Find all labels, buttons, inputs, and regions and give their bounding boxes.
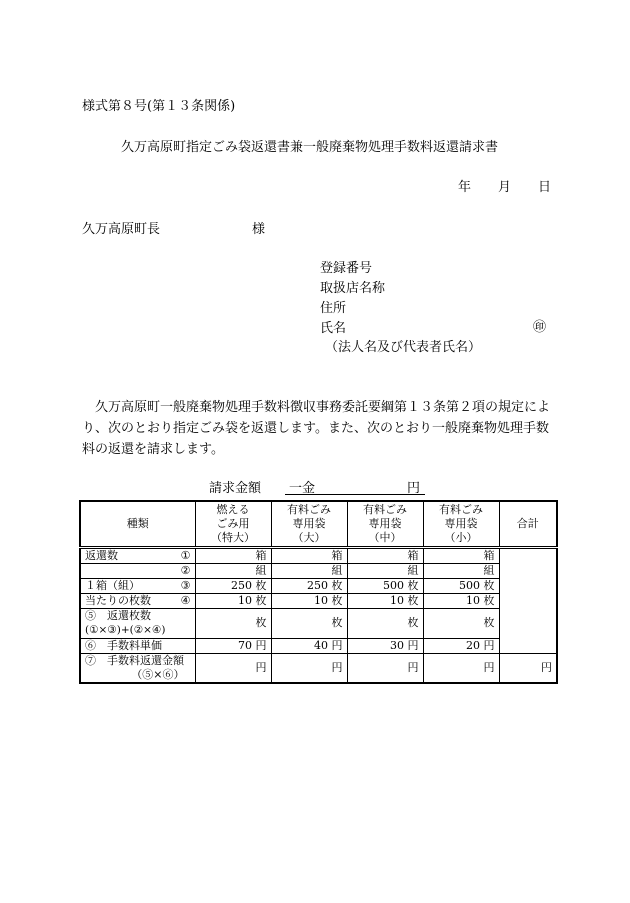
table-row-refund — [80, 653, 557, 683]
header-text: （特大） — [211, 530, 255, 544]
header-text: （小） — [444, 530, 478, 544]
table-row-per-set — [80, 593, 557, 608]
cell-per-box-1: 250 枚 — [195, 578, 271, 593]
label-refund — [80, 653, 195, 683]
header-total: 合計 — [499, 501, 557, 547]
label-text: ⑦ 手数料返還金額 — [85, 653, 184, 667]
cell-fee-1: 70 円 — [195, 638, 271, 653]
header-kind: 種類 — [80, 501, 195, 547]
label-text: (①×③)+(②×④) — [85, 624, 166, 636]
cell-refund-3[interactable]: 円 — [347, 653, 423, 683]
cell-set-3[interactable]: 組 — [347, 563, 423, 578]
cell-refund-total[interactable]: 円 — [499, 653, 557, 683]
cell-box-2[interactable]: 箱 — [271, 547, 347, 563]
label-per-box — [80, 578, 195, 593]
header-paid-bag-large — [271, 501, 347, 547]
header-text: 有料ごみ — [287, 502, 331, 516]
header-text: （大） — [292, 530, 326, 544]
cell-per-box-3: 500 枚 — [347, 578, 423, 593]
date-month-label: 月 — [498, 180, 512, 195]
cell-per-set-1: 10 枚 — [195, 593, 271, 608]
cell-fee-3: 30 円 — [347, 638, 423, 653]
amount-underline[interactable] — [285, 494, 425, 495]
cell-refund-4[interactable]: 円 — [423, 653, 499, 683]
amount-label: 請求金額 — [209, 481, 262, 496]
table-row-per-box — [80, 578, 557, 593]
header-text: 専用袋 — [292, 516, 326, 530]
seal-mark: ㊞ — [533, 320, 547, 335]
header-text: ごみ用 — [216, 516, 250, 530]
amount-unit: 円 — [407, 481, 421, 496]
label-number: ③ — [180, 578, 191, 592]
label-text: ⑤ 返還枚数 — [85, 609, 151, 622]
header-paid-bag-small — [423, 501, 499, 547]
corporate-name-note: （法人名及び代表者氏名） — [325, 340, 482, 355]
cell-per-set-2: 10 枚 — [271, 593, 347, 608]
label-text: （⑤×⑥） — [131, 667, 185, 681]
request-body-text: 久万高原町一般廃棄物処理手数料徴収事務委託要綱第１３条第２項の規定により、次のとおり指定ごみ袋を返還します。また、次のとおり一般廃棄物処理手数料の返還を請求します。 — [82, 400, 551, 457]
header-text: （中） — [368, 530, 402, 544]
cell-box-1[interactable]: 箱 — [195, 547, 271, 563]
header-text: 専用袋 — [368, 516, 402, 530]
registration-number-field[interactable]: 登録番号 — [320, 261, 373, 276]
amount-prefix: 一金 — [289, 481, 316, 496]
shop-name-field[interactable]: 取扱店名称 — [320, 281, 386, 296]
cell-fee-4: 20 円 — [423, 638, 499, 653]
header-text: 有料ごみ — [363, 502, 407, 516]
cell-fee-2: 40 円 — [271, 638, 347, 653]
name-field[interactable]: 氏名 — [320, 321, 347, 336]
document-title: 久万高原町指定ごみ袋返還書兼一般廃棄物処理手数料返還請求書 — [121, 140, 499, 155]
date-year-label: 年 — [458, 180, 472, 195]
table-row-unit-fee — [80, 638, 557, 653]
label-text: 当たりの枚数 — [85, 593, 151, 607]
cell-sheets-4[interactable]: 枚 — [423, 608, 499, 638]
header-text: 有料ごみ — [439, 502, 483, 516]
label-unit-fee: ⑥ 手数料単価 — [80, 638, 195, 653]
cell-sheets-1[interactable]: 枚 — [195, 608, 271, 638]
cell-per-set-3: 10 枚 — [347, 593, 423, 608]
cell-per-box-2: 250 枚 — [271, 578, 347, 593]
cell-box-3[interactable]: 箱 — [347, 547, 423, 563]
label-text: 返還数 — [85, 548, 118, 562]
header-burnable-xl — [195, 501, 271, 547]
label-per-set — [80, 593, 195, 608]
cell-refund-1[interactable]: 円 — [195, 653, 271, 683]
label-return-count-box — [80, 547, 195, 563]
cell-box-4[interactable]: 箱 — [423, 547, 499, 563]
label-number: ④ — [180, 593, 191, 607]
header-paid-bag-medium — [347, 501, 423, 547]
cell-set-2[interactable]: 組 — [271, 563, 347, 578]
fee-refund-table — [79, 500, 558, 684]
cell-per-box-4: 500 枚 — [423, 578, 499, 593]
cell-per-set-4: 10 枚 — [423, 593, 499, 608]
cell-set-4[interactable]: 組 — [423, 563, 499, 578]
addressee: 久万高原町長 — [82, 222, 161, 237]
table-row-return-sheets — [80, 608, 557, 638]
date-day-label: 日 — [538, 180, 552, 195]
label-return-sheets — [80, 608, 195, 638]
label-text: １箱（組） — [85, 578, 140, 592]
cell-sheets-3[interactable]: 枚 — [347, 608, 423, 638]
table-row-return-box — [80, 547, 557, 563]
address-field[interactable]: 住所 — [320, 301, 347, 316]
label-number: ① — [180, 548, 191, 562]
table-row-return-set — [80, 563, 557, 578]
addressee-suffix: 様 — [252, 222, 266, 237]
table-header-row — [80, 501, 557, 547]
total-empty-cell — [499, 547, 557, 653]
cell-set-1[interactable]: 組 — [195, 563, 271, 578]
header-text: 燃える — [216, 502, 250, 516]
form-number-label: 様式第８号(第１３条関係) — [82, 99, 236, 114]
header-text: 専用袋 — [444, 516, 478, 530]
label-return-count-set: ② — [80, 563, 195, 578]
cell-sheets-2[interactable]: 枚 — [271, 608, 347, 638]
cell-refund-2[interactable]: 円 — [271, 653, 347, 683]
